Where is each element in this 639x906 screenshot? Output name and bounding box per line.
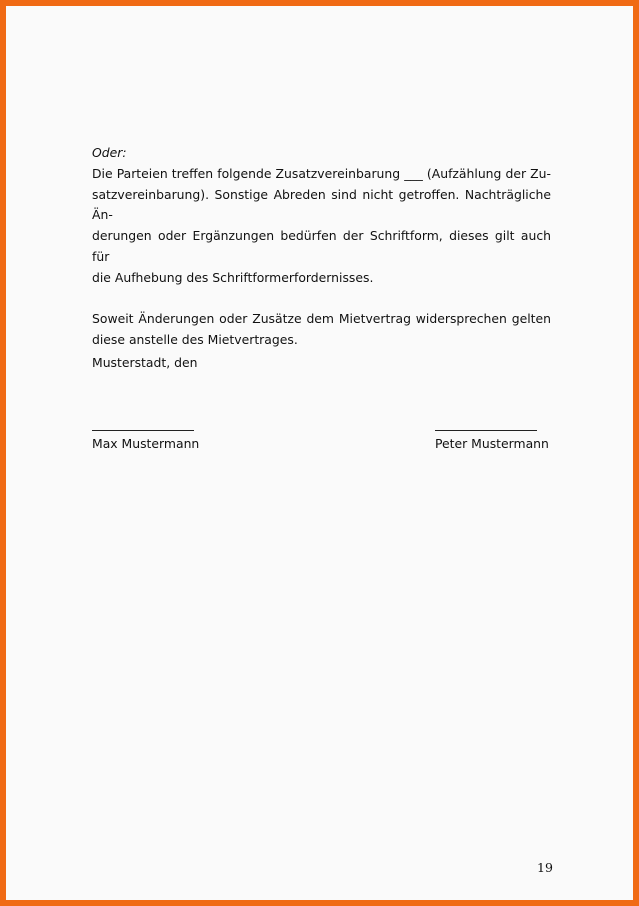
paragraph-precedence bbox=[92, 309, 551, 351]
page-number: 19 bbox=[537, 860, 553, 875]
signature-line bbox=[92, 430, 194, 431]
paragraph-spacer bbox=[92, 289, 551, 310]
section-heading: Oder: bbox=[92, 145, 127, 160]
paragraph-line: diese anstelle des Mietvertrages. bbox=[92, 332, 298, 348]
signature-block-left bbox=[92, 430, 199, 452]
paragraph-line: Die Parteien treffen folgende Zusatzvereinbarung ___ (Aufzählung der Zu- bbox=[92, 165, 551, 181]
document-page bbox=[6, 6, 633, 900]
paragraph-line: satzvereinbarung). Sonstige Abreden sind nicht getroffen. Nachträgliche Än- bbox=[92, 186, 551, 223]
place-date-line: Musterstadt, den bbox=[92, 355, 198, 370]
signature-line bbox=[435, 430, 537, 431]
paragraph-additional-agreement bbox=[92, 164, 551, 289]
paragraph-line: derungen oder Ergänzungen bedürfen der Schriftform, dieses gilt auch für bbox=[92, 228, 551, 264]
paragraph-line: Soweit Änderungen oder Zusätze dem Mietvertrag widersprechen gelten bbox=[92, 311, 551, 327]
signature-block-right bbox=[435, 430, 549, 452]
document-body bbox=[92, 143, 551, 351]
signatory-name: Peter Mustermann bbox=[435, 436, 549, 451]
signatory-name: Max Mustermann bbox=[92, 436, 200, 451]
paragraph-line: die Aufhebung des Schriftformerfordernisses. bbox=[92, 269, 374, 285]
